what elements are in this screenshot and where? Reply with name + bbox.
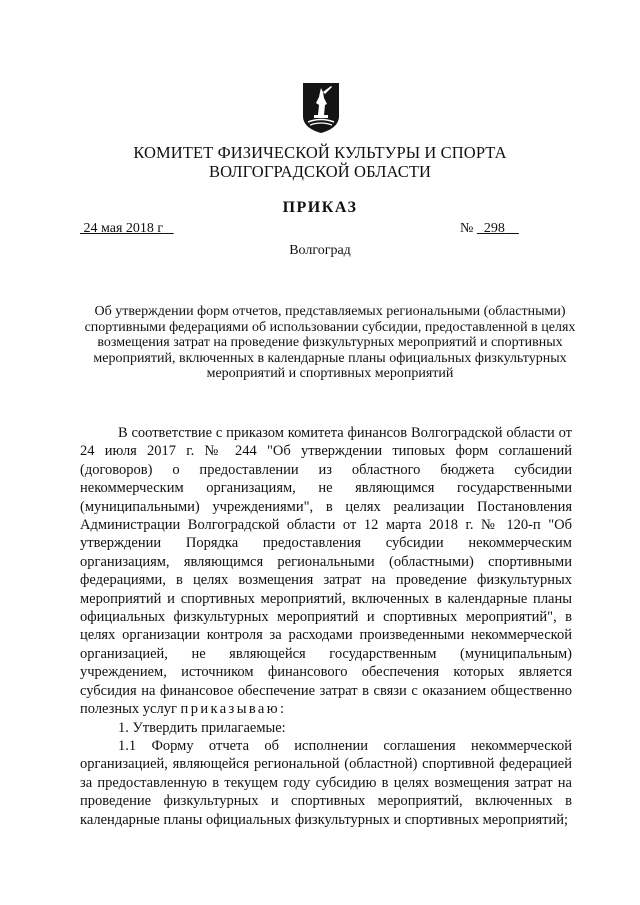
volgograd-emblem-icon xyxy=(302,82,340,134)
body-paragraph: 1.1 Форму отчета об исполнении соглашения некоммерческой организацией, являющейся региональной (областной) спортивной федерацией за предоставленную в текущем году субсидию в целях возмещения затрат на проведение физкультурных и спортивных мероприятий, включенных в календарные планы официальных физкультурных и спортивных мероприятий; xyxy=(80,737,572,828)
order-number xyxy=(460,221,519,237)
committee-name-line2: ВОЛГОГРАДСКОЙ ОБЛАСТИ xyxy=(208,162,432,181)
committee-name xyxy=(0,143,640,181)
body-paragraph xyxy=(80,424,572,719)
order-subject: Об утверждении форм отчетов, представляемых региональными (областными) спортивными федерациями об использовании субсидии, предоставленной в целях возмещения затрат на проведение физкультурных мероприятий и спортивных мероприятий, включенных в календарные планы официальных физкультурных мероприятий и спортивных мероприятий xyxy=(84,304,576,381)
body-paragraph-text: В соответствие с приказом комитета финансов Волгоградской области от 24 июля 2017 г. № 244 "Об утверждении типовых форм соглашений (договоров) о предоставлении из областного бюджета субсидии некоммерческим организациям, не являющимся государственными (муниципальными) учреждениями", в целях реализации Постановления Администрации Волгоградской области от 12 марта 2018 г. № 120-п "Об утверждении Порядка предоставления субсидии некоммерческим организациям, являющимся региональными (областными) спортивными федерациями, в целях возмещения затрат на проведение физкультурных мероприятий и спортивных мероприятий, включенных в календарные планы официальных физкультурных мероприятий и спортивных мероприятий", в целях организации контроля за расходами произведенными некоммерческой организацией, не являющейся государственным (муниципальным) учреждением, источником финансового обеспечения которых является субсидия на финансовое обеспечение затрат в связи с оказанием общественно полезных услуг xyxy=(80,425,572,718)
order-date xyxy=(80,221,174,237)
order-number-label: № xyxy=(460,221,474,236)
order-number-value: 298 xyxy=(483,221,505,236)
committee-name-line1: КОМИТЕТ ФИЗИЧЕСКОЙ КУЛЬТУРЫ И СПОРТА xyxy=(133,143,507,162)
body-paragraph: 1. Утвердить прилагаемые: xyxy=(118,719,286,736)
order-city: Волгоград xyxy=(289,243,351,258)
order-title: ПРИКАЗ xyxy=(282,199,358,216)
order-word: приказываю: xyxy=(180,701,287,718)
order-date-value: 24 мая 2018 г xyxy=(83,221,164,236)
order-body xyxy=(80,424,572,829)
